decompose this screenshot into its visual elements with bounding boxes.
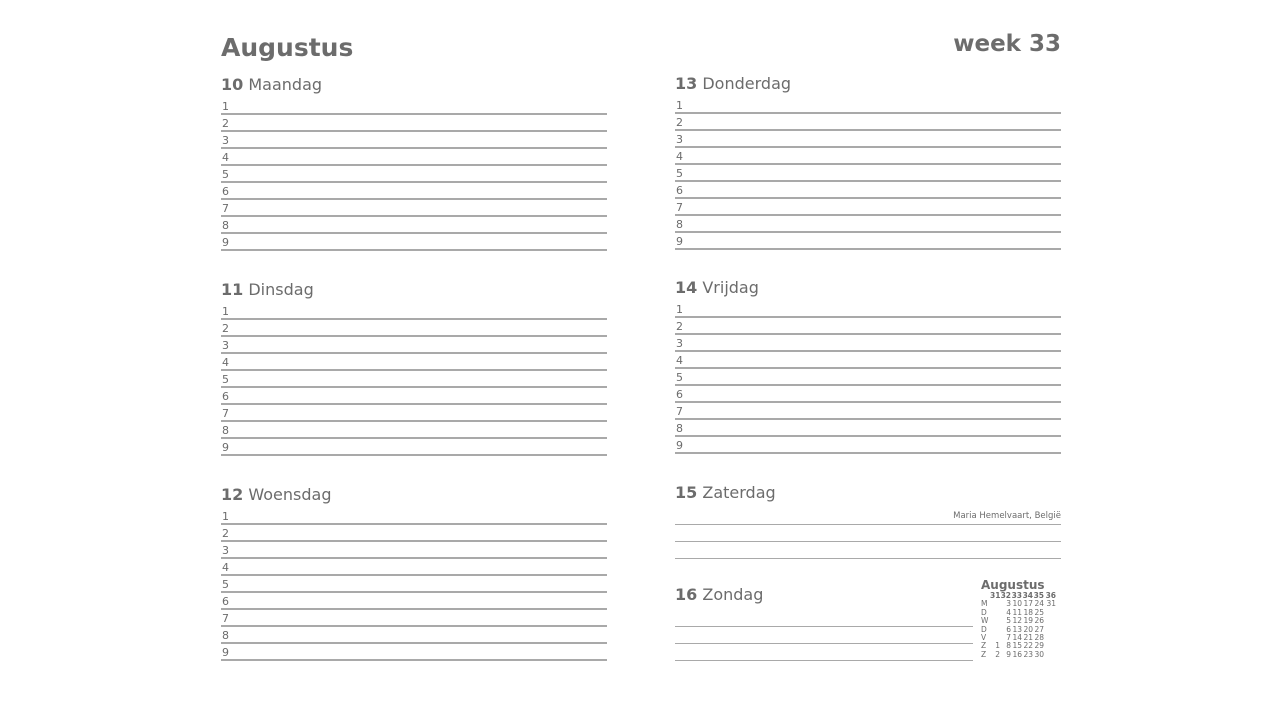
calendar-date: 19	[1023, 616, 1033, 626]
calendar-date: 2	[995, 649, 1000, 659]
calendar-date: 6	[1006, 624, 1011, 634]
weekday-label: D	[981, 624, 987, 634]
hour-number: 3	[676, 133, 683, 146]
calendar-date	[1044, 609, 1056, 617]
calendar-date	[990, 626, 1000, 634]
hour-number: 3	[222, 134, 229, 147]
hour-number: 2	[222, 322, 229, 335]
weekday-label: Z	[981, 641, 987, 651]
hour-number: 8	[676, 218, 683, 231]
hour-number: 6	[676, 388, 683, 401]
hour-line[interactable]	[221, 439, 607, 456]
hour-number: 9	[676, 439, 683, 452]
day-name: Zondag	[702, 585, 764, 604]
hour-number: 2	[676, 320, 683, 333]
day-sunday	[675, 586, 973, 661]
week-number: 34	[1022, 591, 1033, 600]
hour-line[interactable]	[675, 97, 1061, 114]
writing-line	[675, 542, 1061, 559]
hour-number: 4	[676, 354, 683, 367]
hour-line[interactable]	[221, 303, 607, 320]
hour-lines	[221, 508, 607, 661]
day-title	[675, 586, 973, 608]
day-name: Dinsdag	[248, 280, 314, 299]
day-thursday	[675, 75, 1061, 250]
holiday-note: Maria Hemelvaart, België	[953, 511, 1061, 521]
hour-line[interactable]	[675, 148, 1061, 165]
day-title	[675, 75, 1061, 97]
calendar-date	[1044, 642, 1056, 650]
hour-line[interactable]	[221, 542, 607, 559]
calendar-date: 26	[1034, 616, 1044, 626]
hour-number: 4	[676, 150, 683, 163]
week-number: 33	[1011, 591, 1022, 600]
hour-line[interactable]	[221, 559, 607, 576]
calendar-date: 17	[1023, 599, 1033, 609]
weekday-label: D	[981, 607, 987, 617]
hour-line[interactable]	[221, 388, 607, 405]
calendar-date: 12	[1012, 616, 1022, 626]
day-monday	[221, 76, 607, 251]
writing-line	[675, 525, 1061, 542]
hour-line[interactable]	[675, 437, 1061, 454]
hour-number: 5	[676, 167, 683, 180]
hour-lines	[221, 98, 607, 251]
day-number: 14	[675, 278, 698, 297]
mini-calendar	[981, 578, 1061, 659]
day-name: Woensdag	[248, 485, 332, 504]
calendar-date: 15	[1012, 641, 1022, 651]
day-name: Zaterdag	[702, 483, 776, 502]
hour-number: 7	[676, 405, 683, 418]
hour-number: 3	[222, 339, 229, 352]
calendar-date	[1044, 626, 1056, 634]
calendar-date: 5	[1006, 616, 1011, 626]
hour-line[interactable]	[221, 627, 607, 644]
hour-line[interactable]	[221, 132, 607, 149]
weekday-label: V	[981, 633, 987, 643]
hour-number: 7	[222, 407, 229, 420]
hour-line[interactable]	[675, 233, 1061, 250]
hour-number: 4	[222, 561, 229, 574]
hour-number: 6	[676, 184, 683, 197]
hour-number: 3	[676, 337, 683, 350]
hour-lines	[675, 97, 1061, 250]
hour-line[interactable]	[221, 200, 607, 217]
hour-number: 4	[222, 151, 229, 164]
hour-number: 1	[222, 100, 229, 113]
day-title	[675, 279, 1061, 301]
hour-line[interactable]	[675, 352, 1061, 369]
hour-number: 2	[222, 117, 229, 130]
hour-number: 7	[222, 202, 229, 215]
mini-calendar-grid	[981, 592, 1061, 659]
hour-line[interactable]	[675, 165, 1061, 182]
hour-line[interactable]	[221, 405, 607, 422]
hour-number: 8	[676, 422, 683, 435]
hour-line[interactable]	[221, 354, 607, 371]
day-number: 12	[221, 485, 244, 504]
hour-number: 3	[222, 544, 229, 557]
calendar-date: 4	[1006, 607, 1011, 617]
hour-line[interactable]	[221, 371, 607, 388]
calendar-date	[990, 617, 1000, 625]
hour-line[interactable]	[675, 301, 1061, 318]
hour-number: 5	[222, 373, 229, 386]
calendar-date	[990, 609, 1000, 617]
hour-number: 2	[676, 116, 683, 129]
hour-line[interactable]	[221, 610, 607, 627]
writing-line	[675, 608, 973, 627]
day-name: Donderdag	[702, 74, 792, 93]
hour-line[interactable]	[221, 166, 607, 183]
week-number: 32	[1000, 591, 1011, 600]
hour-number: 6	[222, 595, 229, 608]
hour-number: 7	[222, 612, 229, 625]
calendar-date: 10	[1012, 599, 1022, 609]
hour-number: 9	[222, 646, 229, 659]
day-number: 11	[221, 280, 244, 299]
hour-number: 4	[222, 356, 229, 369]
hour-number: 9	[222, 441, 229, 454]
day-friday	[675, 279, 1061, 454]
calendar-date: 29	[1034, 641, 1044, 651]
hour-line[interactable]	[221, 525, 607, 542]
hour-number: 1	[222, 305, 229, 318]
hour-line[interactable]	[221, 508, 607, 525]
calendar-date: 1	[995, 641, 1000, 651]
calendar-date: 13	[1012, 624, 1022, 634]
hour-line[interactable]	[675, 403, 1061, 420]
calendar-date: 27	[1034, 624, 1044, 634]
hour-line[interactable]	[675, 131, 1061, 148]
hour-line[interactable]	[221, 593, 607, 610]
calendar-date: 30	[1034, 649, 1044, 659]
hour-number: 8	[222, 424, 229, 437]
hour-number: 1	[222, 510, 229, 523]
hour-line[interactable]	[675, 114, 1061, 131]
hour-line[interactable]	[221, 422, 607, 439]
hour-line[interactable]	[221, 576, 607, 593]
hour-number: 5	[222, 168, 229, 181]
calendar-date	[1044, 651, 1056, 659]
hour-number: 8	[222, 219, 229, 232]
week-number: 35	[1033, 591, 1044, 600]
hour-number: 9	[676, 235, 683, 248]
calendar-date	[990, 600, 1000, 608]
calendar-date: 11	[1012, 607, 1022, 617]
day-saturday	[675, 484, 1061, 559]
calendar-date: 14	[1012, 633, 1022, 643]
day-name: Vrijdag	[702, 278, 759, 297]
hour-number: 6	[222, 185, 229, 198]
hour-lines	[675, 301, 1061, 454]
day-number: 16	[675, 585, 698, 604]
calendar-date: 22	[1023, 641, 1033, 651]
weekday-label: W	[981, 616, 989, 626]
calendar-date: 3	[1006, 599, 1011, 609]
weekday-label: M	[981, 599, 988, 609]
calendar-date: 25	[1034, 607, 1044, 617]
calendar-date	[1044, 634, 1056, 642]
day-title	[221, 486, 607, 508]
day-number: 13	[675, 74, 698, 93]
hour-number: 7	[676, 201, 683, 214]
hour-line[interactable]	[221, 217, 607, 234]
day-title	[675, 484, 1061, 506]
hour-number: 2	[222, 527, 229, 540]
hour-line[interactable]	[675, 318, 1061, 335]
day-title	[221, 281, 607, 303]
hour-line[interactable]	[675, 335, 1061, 352]
writing-line	[675, 627, 973, 644]
week-number: 36	[1045, 591, 1056, 600]
hour-line[interactable]	[675, 216, 1061, 233]
hour-number: 5	[676, 371, 683, 384]
calendar-date: 9	[1006, 649, 1011, 659]
calendar-date: 20	[1023, 624, 1033, 634]
calendar-date: 18	[1023, 607, 1033, 617]
calendar-date: 31	[1046, 599, 1056, 609]
calendar-date: 21	[1023, 633, 1033, 643]
week-number: 31	[990, 591, 1001, 600]
hour-number: 6	[222, 390, 229, 403]
hour-line[interactable]	[675, 182, 1061, 199]
day-title	[221, 76, 607, 98]
hour-line[interactable]	[675, 420, 1061, 437]
hour-line[interactable]	[221, 644, 607, 661]
hour-number: 8	[222, 629, 229, 642]
calendar-date: 23	[1023, 649, 1033, 659]
week-title: week 33	[953, 31, 1061, 57]
day-number: 15	[675, 483, 698, 502]
mini-calendar-title: Augustus	[981, 578, 1045, 592]
calendar-date: 8	[1006, 641, 1011, 651]
hour-number: 1	[676, 303, 683, 316]
hour-line[interactable]	[675, 369, 1061, 386]
hour-number: 1	[676, 99, 683, 112]
hour-line[interactable]	[221, 149, 607, 166]
hour-line[interactable]	[221, 337, 607, 354]
day-wednesday	[221, 486, 607, 661]
hour-number: 9	[222, 236, 229, 249]
hour-line[interactable]	[221, 234, 607, 251]
hour-line[interactable]	[221, 320, 607, 337]
calendar-date: 16	[1012, 649, 1022, 659]
calendar-date: 7	[1006, 633, 1011, 643]
calendar-date: 28	[1034, 633, 1044, 643]
hour-line[interactable]	[675, 199, 1061, 216]
hour-line[interactable]	[221, 98, 607, 115]
weekday-label: Z	[981, 649, 987, 659]
hour-line[interactable]	[221, 115, 607, 132]
hour-line[interactable]	[675, 386, 1061, 403]
hour-line[interactable]	[221, 183, 607, 200]
day-name: Maandag	[248, 75, 323, 94]
month-title: Augustus	[221, 33, 354, 62]
day-number: 10	[221, 75, 244, 94]
calendar-date: 24	[1034, 599, 1044, 609]
calendar-date	[1044, 617, 1056, 625]
day-tuesday	[221, 281, 607, 456]
writing-line	[675, 644, 973, 661]
hour-lines	[221, 303, 607, 456]
hour-number: 5	[222, 578, 229, 591]
